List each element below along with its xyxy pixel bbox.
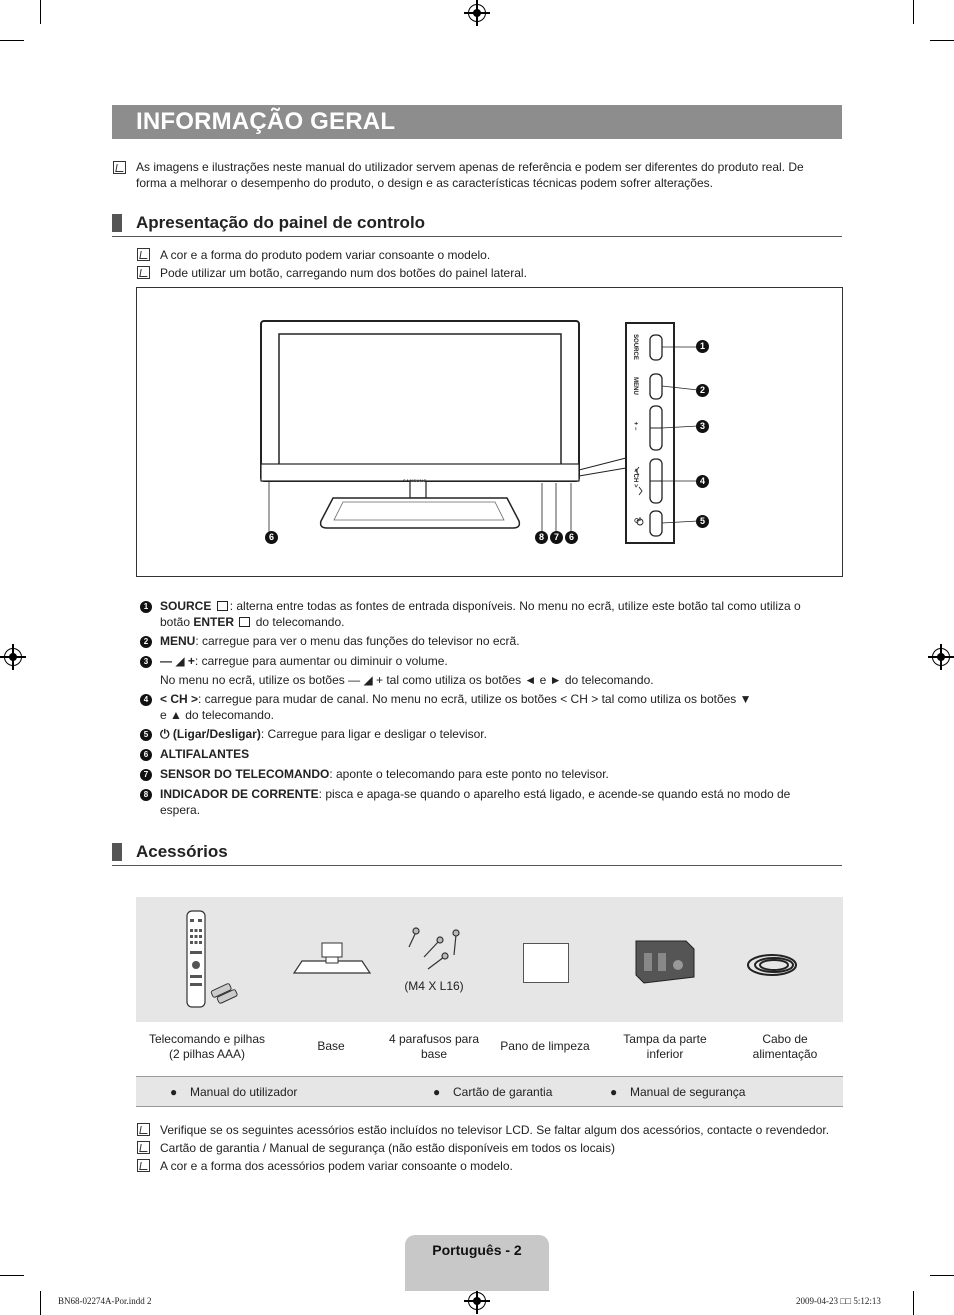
desc-label: SENSOR DO TELECOMANDO xyxy=(160,767,330,781)
screws-icon xyxy=(404,927,464,977)
bullet-icon: ● xyxy=(433,1085,441,1099)
panel-button-power: ⏻ xyxy=(632,518,639,523)
tv-diagram xyxy=(136,287,843,577)
accessory-remote: Telecomando e pilhas (2 pilhas AAA) xyxy=(148,1032,266,1061)
page-number: Português - 2 xyxy=(432,1242,522,1258)
item-number: 5 xyxy=(140,729,152,741)
panel-button-source: SOURCE xyxy=(632,334,638,360)
note-text: A cor e a forma dos acessórios podem variar consoante o modelo. xyxy=(160,1159,513,1173)
cover-bottom-icon xyxy=(630,937,700,987)
item-number: 6 xyxy=(140,749,152,761)
callout-4: 4 xyxy=(696,475,709,488)
desc-remote-sensor xyxy=(160,767,830,783)
desc-label: MENU xyxy=(160,634,196,648)
crop-mark xyxy=(913,0,914,24)
callout-2: 2 xyxy=(696,384,709,397)
desc-label: ⏻ (Ligar/Desligar) xyxy=(160,727,261,741)
file-slug: BN68-02274A-Por.indd 2 xyxy=(58,1296,152,1306)
callout-7: 7 xyxy=(550,531,563,544)
panel-button-channel: < CH > xyxy=(632,468,638,488)
note-icon xyxy=(137,1123,150,1136)
note-text: Pode utilizar um botão, carregando num dos botões do painel lateral. xyxy=(160,266,527,280)
callout-6: 6 xyxy=(565,531,578,544)
section-marker xyxy=(112,214,122,232)
callout-6: 6 xyxy=(265,531,278,544)
accessory-cloth: Pano de limpeza xyxy=(500,1039,590,1053)
intro-note: As imagens e ilustrações neste manual do utilizador servem apenas de referência e podem ser diferentes do produto real. De forma a melhorar o desempenho do produto, o design e as características técnicas podem sofrer alterações. xyxy=(136,160,804,190)
date-slug: 2009-04-23 □□ 5:12:13 xyxy=(796,1296,881,1306)
stand-base-icon xyxy=(292,939,372,979)
crop-mark xyxy=(930,40,954,41)
panel-button-volume: + − xyxy=(632,421,638,431)
power-cord-icon xyxy=(744,947,804,987)
desc-speakers xyxy=(160,747,830,763)
bullet-icon: ● xyxy=(610,1085,618,1099)
note-icon xyxy=(137,266,150,279)
desc-source xyxy=(160,599,830,630)
registration-mark-icon xyxy=(932,648,950,666)
desc-text: : carregue para mudar de canal. No menu no ecrã, utilize os botões < CH > tal como utiliza os botões ▼ xyxy=(198,692,752,706)
tv-illustration xyxy=(137,288,844,578)
desc-text: espera. xyxy=(160,802,201,817)
desc-label: INDICADOR DE CORRENTE xyxy=(160,787,319,801)
section-heading-accessories xyxy=(112,840,842,866)
callout-3: 3 xyxy=(696,420,709,433)
accessory-cover: Tampa da parte inferior xyxy=(623,1032,707,1061)
desc-power-indicator xyxy=(160,787,830,818)
desc-volume xyxy=(160,654,830,688)
page-number-tab xyxy=(405,1235,549,1291)
cleaning-cloth-icon xyxy=(523,943,569,983)
crop-mark xyxy=(0,1275,24,1276)
section-title: Apresentação do painel de controlo xyxy=(136,213,426,232)
registration-mark-icon xyxy=(468,4,486,22)
section-title: Acessórios xyxy=(136,842,228,861)
desc-menu xyxy=(160,634,830,650)
desc-text: : Carregue para ligar e desligar o televisor. xyxy=(260,727,487,741)
panel-button-menu: MENU xyxy=(632,377,638,395)
title-bar xyxy=(112,105,842,139)
bullet-icon: ● xyxy=(170,1085,178,1099)
desc-text: : pisca e apaga-se quando o aparelho está ligado, e acende-se quando está no modo de xyxy=(318,787,791,801)
extra-item: Manual do utilizador xyxy=(190,1085,298,1099)
accessories-extra-row xyxy=(136,1076,843,1107)
desc-text: do telecomando. xyxy=(255,614,345,629)
desc-label: < CH > xyxy=(160,692,199,706)
desc-text: No menu no ecrã, utilize os botões — ◢ + tal como utiliza os botões ◄ e ► do telecomando. xyxy=(160,672,654,687)
accessory-base: Base xyxy=(317,1039,345,1053)
desc-text: e ▲ do telecomando. xyxy=(160,707,274,722)
callout-8: 8 xyxy=(535,531,548,544)
extra-item: Cartão de garantia xyxy=(453,1085,553,1099)
note-text: A cor e a forma do produto podem variar consoante o modelo. xyxy=(160,248,491,262)
crop-mark xyxy=(0,40,24,41)
desc-label: SOURCE xyxy=(160,599,212,613)
enter-icon xyxy=(217,601,228,611)
note-text: Cartão de garantia / Manual de segurança (não estão disponíveis em todos os locais) xyxy=(160,1141,615,1155)
note-icon xyxy=(137,248,150,261)
desc-text: : carregue para ver o menu das funções do televisor no ecrã. xyxy=(195,634,520,648)
page-title: INFORMAÇÃO GERAL xyxy=(136,108,396,135)
item-number: 8 xyxy=(140,789,152,801)
crop-mark xyxy=(40,1291,41,1315)
desc-label: ALTIFALANTES xyxy=(160,747,250,761)
enter-icon xyxy=(239,617,250,627)
accessory-cord: Cabo de alimentação xyxy=(752,1032,818,1061)
item-number: 7 xyxy=(140,769,152,781)
note-icon xyxy=(137,1141,150,1154)
accessories-images xyxy=(136,897,843,1022)
remote-control-icon xyxy=(181,909,241,1009)
desc-channel xyxy=(160,692,830,723)
section-marker xyxy=(112,843,122,861)
desc-text: : alterna entre todas as fontes de entrada disponíveis. No menu no ecrã, utilize este botão tal como utiliza o botão xyxy=(160,599,801,629)
item-number: 4 xyxy=(140,694,152,706)
item-number: 2 xyxy=(140,636,152,648)
desc-text: : aponte o telecomando para este ponto no televisor. xyxy=(329,767,609,781)
registration-mark-icon xyxy=(4,648,22,666)
crop-mark xyxy=(913,1291,914,1315)
extra-item: Manual de segurança xyxy=(630,1085,746,1099)
callout-5: 5 xyxy=(696,515,709,528)
item-number: 1 xyxy=(140,601,152,613)
section-heading-control-panel xyxy=(112,211,842,237)
desc-label: ENTER xyxy=(193,614,235,629)
screw-spec: (M4 X L16) xyxy=(404,979,464,993)
registration-mark-icon xyxy=(468,1292,486,1310)
note-text: Verifique se os seguintes acessórios estão incluídos no televisor LCD. Se faltar algum dos acessórios, contacte o revendedor. xyxy=(160,1123,830,1137)
crop-mark xyxy=(930,1275,954,1276)
item-number: 3 xyxy=(140,656,152,668)
accessory-screws: 4 parafusos para base xyxy=(388,1032,480,1061)
desc-text: : carregue para aumentar ou diminuir o volume. xyxy=(194,654,448,668)
note-icon xyxy=(137,1159,150,1172)
note-icon xyxy=(113,161,126,174)
crop-mark xyxy=(40,0,41,24)
desc-power xyxy=(160,727,830,743)
desc-label: — ◢ + xyxy=(160,654,195,668)
tv-brand-logo: SAMSUNG xyxy=(403,478,427,483)
callout-1: 1 xyxy=(696,340,709,353)
